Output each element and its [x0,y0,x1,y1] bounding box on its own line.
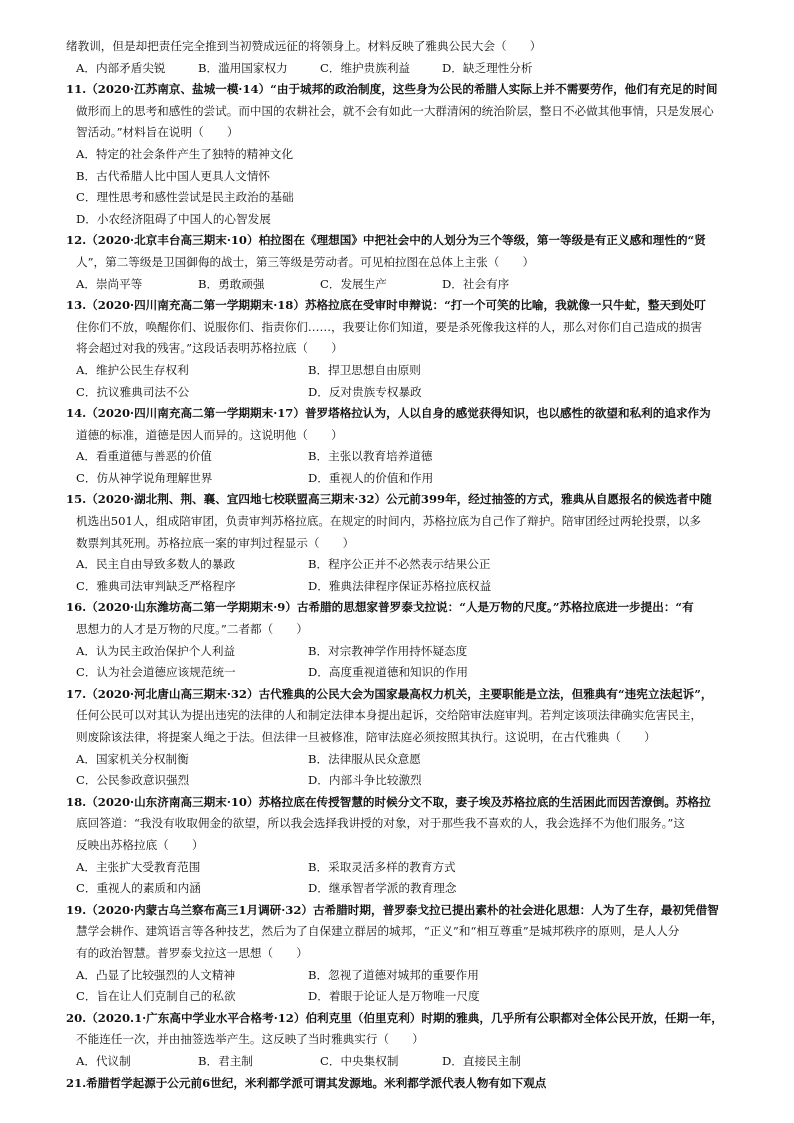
text-line: 13.（2020·四川南充高二第一学期期末·18）苏格拉底在受审时申辩说：“打一个可笑的比喻，我就像一只牛虻，整天到处叮 [66,298,706,313]
answer-option: A．民主自由导致多数人的暴政 [76,557,236,572]
text-line: C．理性思考和感性尝试是民主政治的基础 [76,190,294,205]
answer-option: B．法律服从民众意愿 [308,751,421,766]
answer-options [66,576,736,598]
text-line: 15.（2020·湖北荆、荆、襄、宜四地七校联盟高三期末·32）公元前399年，经过抽签的方式，雅典从自愿报名的候选者中随 [66,492,712,507]
answer-option: B．滥用国家权力 [198,60,288,75]
answer-option: A．内部矛盾尖锐 [76,60,166,75]
answer-options [66,965,736,987]
answer-option: A．代议制 [76,1053,131,1068]
text-line: 19.（2020·内蒙古乌兰察布高三1月调研·32）古希腊时期，普罗泰戈拉已提出素朴的社会进化思想：人为了生存，最初凭借智 [66,902,719,917]
answer-option: A．崇尚平等 [76,276,143,291]
answer-option: C．仿从神学说角理解世界 [76,470,213,485]
answer-option: D．社会有序 [442,276,510,291]
answer-options [66,641,736,663]
answer-options [66,382,736,404]
answer-option: C．旨在让人们克制自己的私欲 [76,989,236,1004]
answer-options [66,446,736,468]
text-line: 21.希腊哲学起源于公元前6世纪，米利都学派可谓其发源地。米利都学派代表人物有如下观点 [66,1075,547,1090]
answer-option: A．认为民主政治保护个人利益 [76,643,236,658]
answer-option: D．雅典法律程序保证苏格拉底权益 [308,578,492,593]
text-line: 慧学会耕作、建筑语言等各种技艺，然后为了自保建立群居的城邦，“正义”和“相互尊重”是城邦秩序的原则，是人人分 [76,924,680,939]
answer-options [66,986,736,1008]
answer-option: C．中央集权制 [320,1053,399,1068]
text-line: 11.（2020·江苏南京、盐城一模·14）“由于城邦的政治制度，这些身为公民的希腊人实际上并不需要劳作，他们有充足的时间 [66,82,718,97]
answer-option: C．雅典司法审判缺乏严格程序 [76,578,236,593]
answer-option: C．维护贵族利益 [320,60,411,75]
answer-option: D．重视人的价值和作用 [308,470,434,485]
answer-option: B．勇敢顽强 [198,276,265,291]
text-line: 有的政治智慧。普罗泰戈拉这一思想（ ） [76,945,308,960]
answer-option: A．看重道德与善恶的价值 [76,449,212,464]
answer-options [66,662,736,684]
answer-option: D．着眼于论证人是万物唯一尺度 [308,989,480,1004]
text-line: 做形而上的思考和感性的尝试。而中国的农耕社会，就不会有如此一大群清闲的统治阶层，整日不必做其他事情，只是发展心 [76,103,714,118]
answer-options [66,749,736,771]
text-line: 住你们不放，唤醒你们、说服你们、指责你们……，我要让你们知道，要是杀死像我这样的人，那么对你们自己造成的损害 [76,319,703,334]
text-line: 数票判其死刑。苏格拉底一案的审判过程显示（ ） [76,535,355,550]
answer-option: C．公民参政意识强烈 [76,773,190,788]
answer-options [66,878,736,900]
answer-option: B．忽视了道德对城邦的重要作用 [308,967,479,982]
text-line: 17.（2020·河北唐山高三期末·32）古代雅典的公民大会为国家最高权力机关，主要职能是立法，但雅典有“违宪立法起诉”， [66,686,713,701]
answer-option: C．重视人的素质和内涵 [76,881,201,896]
text-line: 12.（2020·北京丰台高三期末·10）柏拉图在《理想国》中把社会中的人划分为三个等级，第一等级是有正义感和理性的“贤 [66,233,706,248]
answer-option: A．国家机关分权制衡 [76,751,189,766]
answer-option: C．发展生产 [320,276,387,291]
text-line: 反映出苏格拉底（ ） [76,837,204,852]
text-line: D．小农经济阻碍了中国人的心智发展 [76,211,271,226]
text-line: 道德的标准，道德是因人而异的。这说明他（ ） [76,427,343,442]
answer-option: A．主张扩大受教育范围 [76,859,201,874]
answer-option: D．直接民主制 [442,1053,521,1068]
answer-option: D．高度重视道德和知识的作用 [308,665,469,680]
text-line: 则废除该法律，将提案人绳之于法。但法律一旦被修准，陪审法庭必须按照其执行。这说明，在古代雅典（ ） [76,730,656,744]
answer-option: D．反对贵族专权暴政 [308,384,422,399]
answer-options [66,857,736,879]
text-line: 智活动。”材料旨在说明（ ） [76,125,239,140]
answer-option: B．采取灵活多样的教育方式 [308,859,456,874]
text-line: A．特定的社会条件产生了独特的精神文化 [76,146,294,161]
answer-option: B．主张以教育培养道德 [308,449,433,464]
answer-option: A．凸显了比较强烈的人文精神 [76,967,236,982]
answer-options [66,1051,736,1073]
answer-option: B．对宗教神学作用持怀疑态度 [308,643,468,658]
text-line: 底回答道：“我没有收取佣金的欲望，所以我会选择我讲授的对象，对于那些我不喜欢的人，我会选择不为他们服务。”这 [76,816,685,831]
answer-option: D．缺乏理性分析 [442,60,533,75]
text-line: 思想力的人才是万物的尺度。”二者都（ ） [76,622,309,637]
text-line: 绪教训，但是却把责任完全推到当初赞成远征的将领身上。材料反映了雅典公民大会（ ） [66,39,542,53]
answer-options [66,468,736,490]
answer-options [66,360,736,382]
answer-options [66,58,736,80]
text-line: 16.（2020·山东潍坊高二第一学期期末·9）古希腊的思想家普罗泰戈拉说：“人是万物的尺度。”苏格拉底进一步提出：“有 [66,600,694,615]
answer-option: D．继承智者学派的教育理念 [308,881,457,896]
answer-option: B．捍卫思想自由原则 [308,362,421,377]
answer-option: C．抗议雅典司法不公 [76,384,190,399]
answer-option: B．程序公正并不必然表示结果公正 [308,557,491,572]
text-line: 14.（2020·四川南充高二第一学期期末·17）普罗塔格拉认为，人以自身的感觉获得知识，也以感性的欲望和私利的追求作为 [66,406,711,421]
text-line: 将会超过对我的残害。”这段话表明苏格拉底（ ） [76,341,343,356]
answer-option: A．维护公民生存权利 [76,362,189,377]
text-line: 任何公民可以对其认为提出违宪的法律的人和制定法律本身提出起诉，交给陪审法庭审判。若判定该项法律确实危害民主， [76,708,703,723]
answer-options [66,274,736,296]
answer-option: B．君主制 [198,1053,253,1068]
text-line: B．古代希腊人比中国人更具人文情怀 [76,168,271,183]
answer-options [66,554,736,576]
text-line: 20.（2020.1·广东高中学业水平合格考·12）伯利克里（伯里克利）时期的雅典，几乎所有公职都对全体公民开放，任期一年， [66,1010,723,1025]
text-line: 不能连任一次，并由抽签选举产生。这反映了当时雅典实行（ ） [76,1032,424,1047]
answer-options [66,770,736,792]
text-line: 人”，第二等级是卫国御侮的战士，第三等级是劳动者。可见柏拉图在总体上主张（ ） [76,254,535,269]
text-line: 18.（2020·山东济南高三期末·10）苏格拉底在传授智慧的时候分文不取，妻子埃及苏格拉底的生活困此而因苦潦倒。苏格拉 [66,794,711,809]
answer-option: C．认为社会道德应该规范统一 [76,665,236,680]
answer-option: D．内部斗争比较激烈 [308,773,422,788]
text-line: 机选出501人，组成陪审团，负责审判苏格拉底。在规定的时间内，苏格拉底为自己作了辩护。陪审团经过两轮投票，以多 [76,514,702,529]
document-page [66,36,736,1094]
